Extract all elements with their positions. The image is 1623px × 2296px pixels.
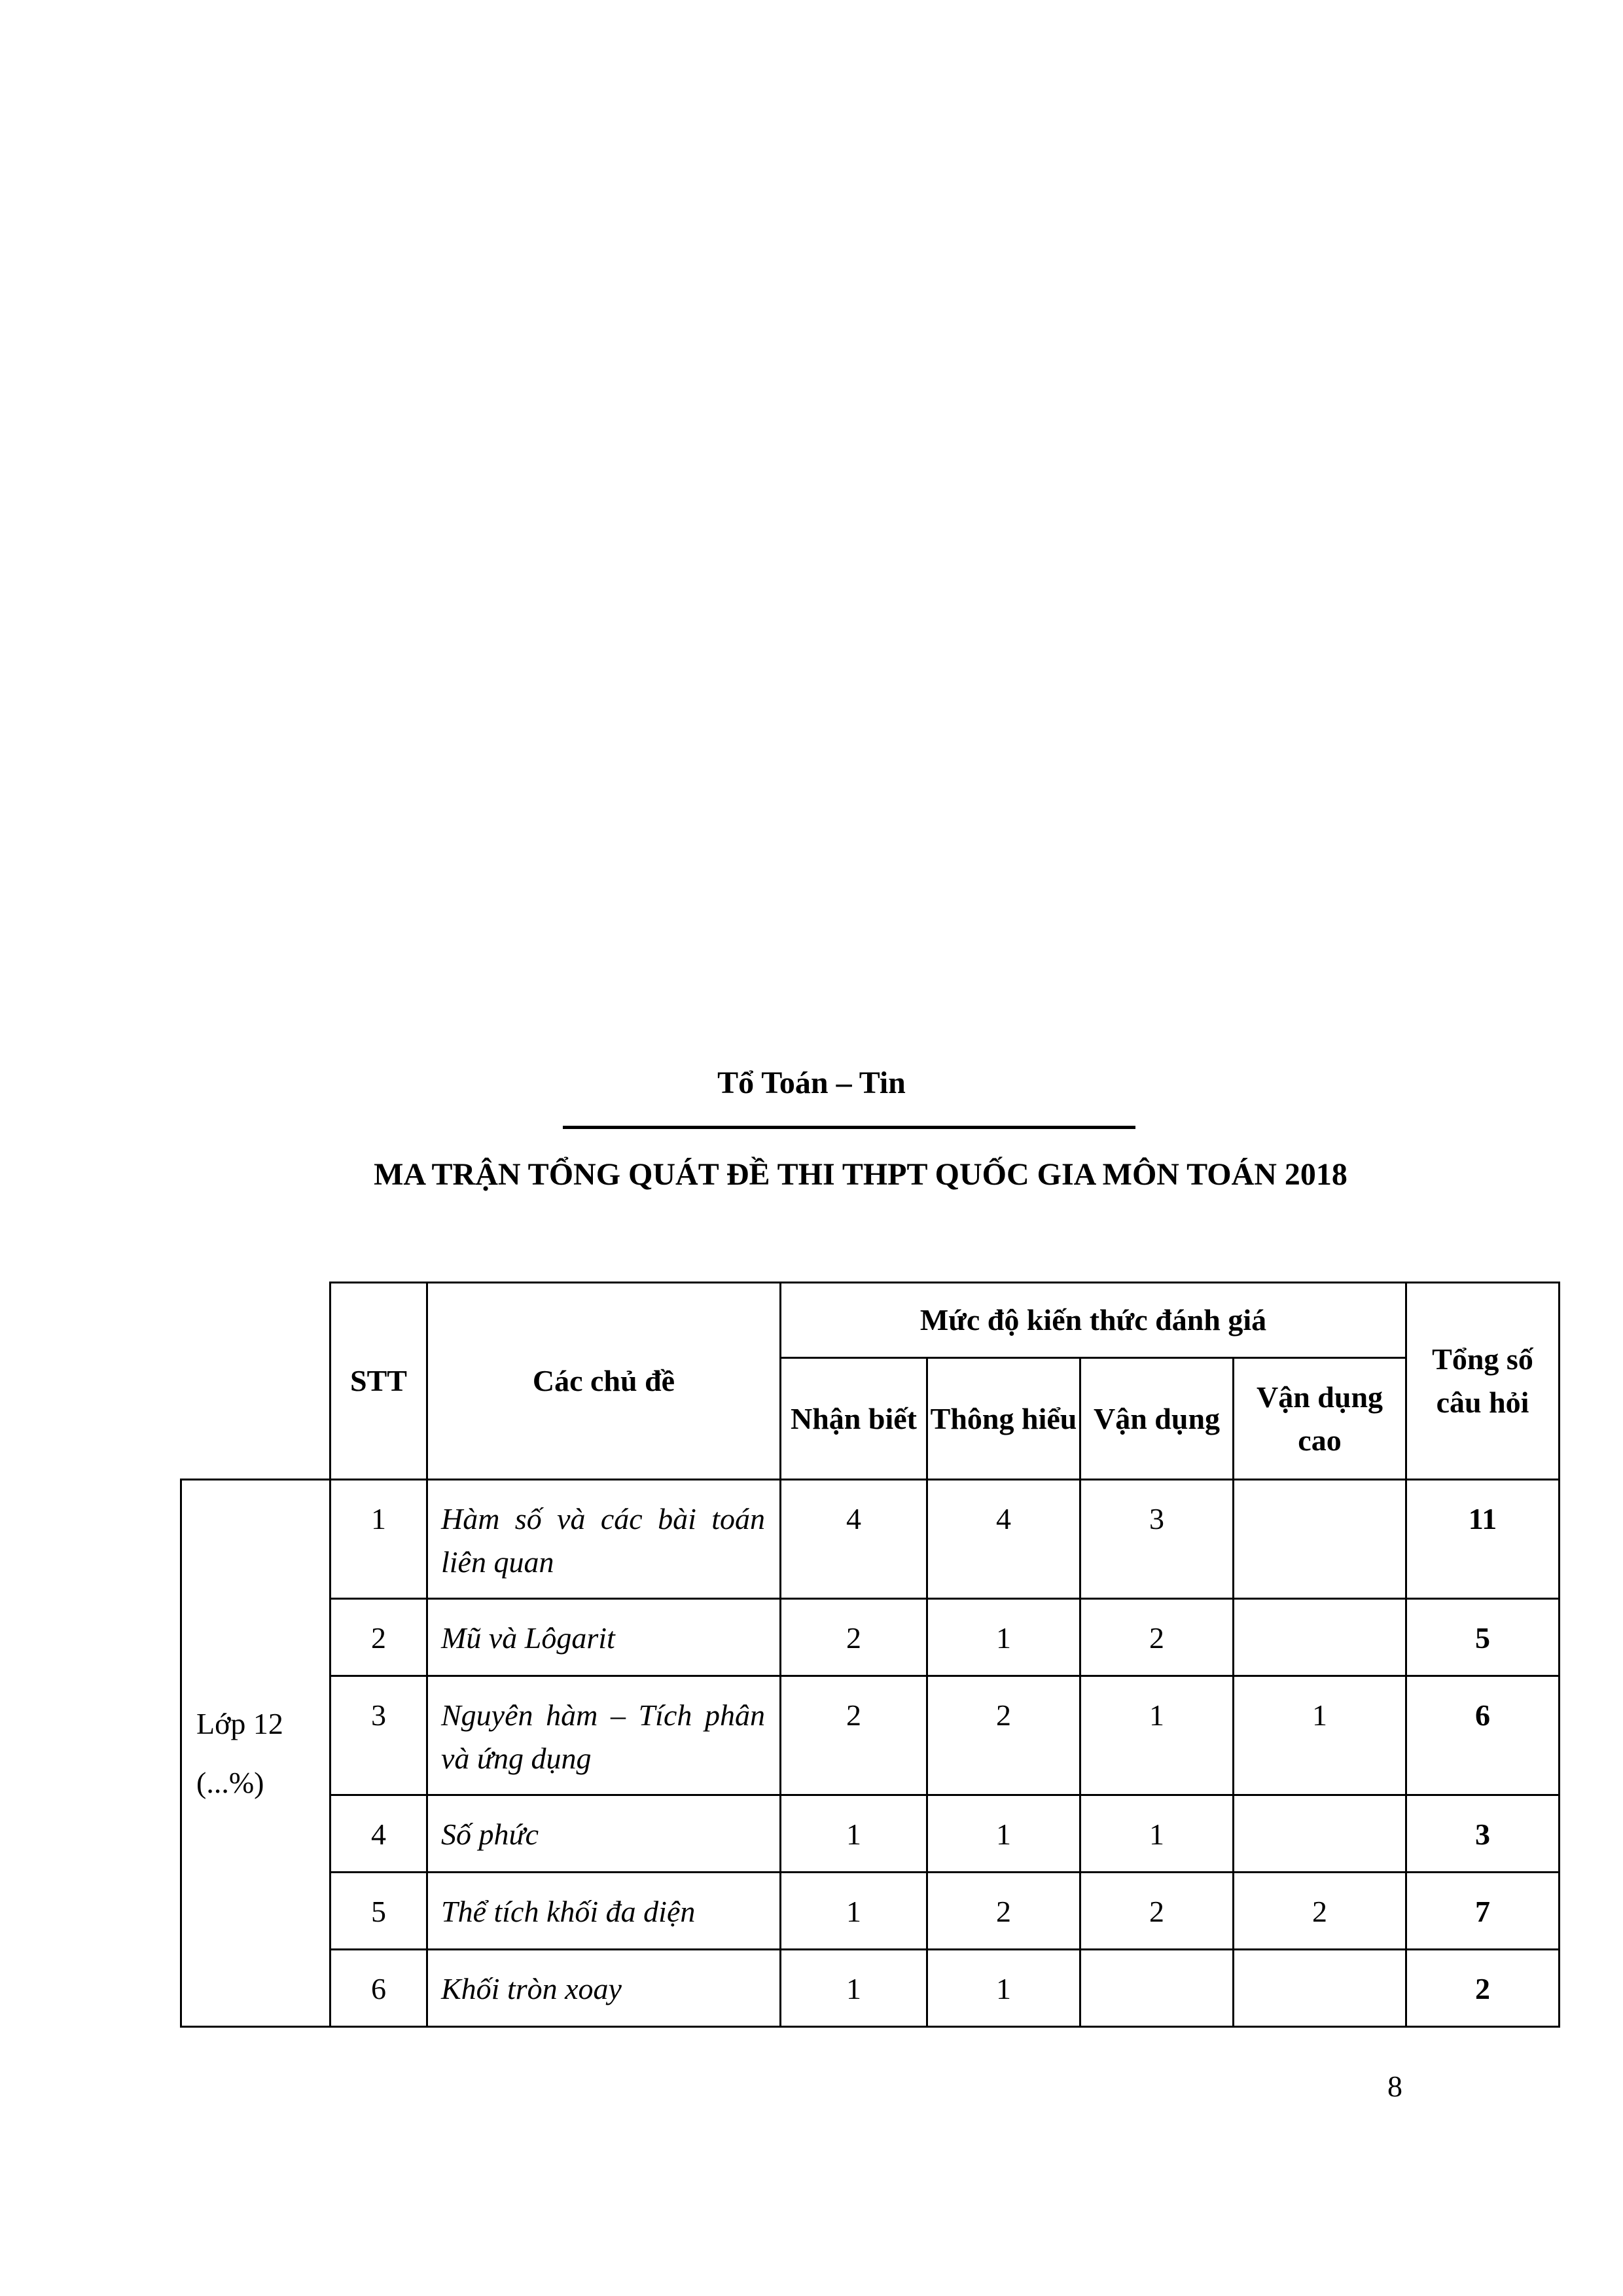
- row-stt: 5: [330, 1873, 427, 1950]
- row-van-dung-cao: [1234, 1480, 1406, 1599]
- row-stt: 1: [330, 1480, 427, 1599]
- row-topic: Thể tích khối đa diện: [427, 1873, 781, 1950]
- exam-matrix-table: [180, 1282, 1560, 2028]
- row-van-dung: 2: [1080, 1873, 1234, 1950]
- header-blank-cell: [181, 1283, 330, 1480]
- row-topic: Mũ và Lôgarit: [427, 1599, 781, 1676]
- header-total: Tổng số câu hỏi: [1406, 1283, 1560, 1480]
- grade-label: [181, 1480, 330, 2027]
- row-thong-hieu: 1: [927, 1950, 1080, 2027]
- table-row: [181, 1599, 1560, 1676]
- row-total: 2: [1406, 1950, 1560, 2027]
- row-nhan-biet: 2: [781, 1599, 927, 1676]
- header-level-nhan-biet: Nhận biết: [781, 1358, 927, 1480]
- header-level-van-dung: Vận dụng: [1080, 1358, 1234, 1480]
- row-thong-hieu: 1: [927, 1599, 1080, 1676]
- row-van-dung: 1: [1080, 1795, 1234, 1873]
- row-nhan-biet: 4: [781, 1480, 927, 1599]
- table-row: [181, 1873, 1560, 1950]
- row-van-dung-cao: 1: [1234, 1676, 1406, 1795]
- row-van-dung: [1080, 1950, 1234, 2027]
- table-row: [181, 1676, 1560, 1795]
- table-row: [181, 1795, 1560, 1873]
- row-topic: Hàm số và các bài toán liên quan: [427, 1480, 781, 1599]
- department-heading: Tổ Toán – Tin: [717, 1066, 906, 1100]
- header-levels-group: Mức độ kiến thức đánh giá: [781, 1283, 1406, 1358]
- row-total: 5: [1406, 1599, 1560, 1676]
- document-title: MA TRẬN TỔNG QUÁT ĐỀ THI THPT QUỐC GIA MÔN TOÁN 2018: [374, 1157, 1347, 1192]
- header-level-van-dung-cao: Vận dụng cao: [1234, 1358, 1406, 1480]
- row-nhan-biet: 1: [781, 1795, 927, 1873]
- row-van-dung: 2: [1080, 1599, 1234, 1676]
- header-topics: Các chủ đề: [427, 1283, 781, 1480]
- row-total: 7: [1406, 1873, 1560, 1950]
- row-total: 6: [1406, 1676, 1560, 1795]
- row-topic: Nguyên hàm – Tích phân và ứng dụng: [427, 1676, 781, 1795]
- row-van-dung-cao: [1234, 1795, 1406, 1873]
- row-total: 3: [1406, 1795, 1560, 1873]
- row-van-dung: 1: [1080, 1676, 1234, 1795]
- row-topic: Khối tròn xoay: [427, 1950, 781, 2027]
- grade-label-line1: Lớp 12: [196, 1706, 283, 1740]
- row-thong-hieu: 2: [927, 1873, 1080, 1950]
- table-row: [181, 1480, 1560, 1599]
- row-nhan-biet: 2: [781, 1676, 927, 1795]
- heading-underline: [563, 1126, 1135, 1129]
- row-total: 11: [1406, 1480, 1560, 1599]
- row-stt: 3: [330, 1676, 427, 1795]
- row-van-dung: 3: [1080, 1480, 1234, 1599]
- header-level-thong-hieu: Thông hiểu: [927, 1358, 1080, 1480]
- table-row: [181, 1950, 1560, 2027]
- row-thong-hieu: 4: [927, 1480, 1080, 1599]
- row-stt: 6: [330, 1950, 427, 2027]
- page-number: 8: [1387, 2070, 1402, 2103]
- header-stt: STT: [330, 1283, 427, 1480]
- row-van-dung-cao: [1234, 1950, 1406, 2027]
- row-stt: 2: [330, 1599, 427, 1676]
- row-nhan-biet: 1: [781, 1950, 927, 2027]
- grade-label-line2: (...%): [196, 1765, 264, 1799]
- row-topic: Số phức: [427, 1795, 781, 1873]
- row-nhan-biet: 1: [781, 1873, 927, 1950]
- row-thong-hieu: 1: [927, 1795, 1080, 1873]
- row-stt: 4: [330, 1795, 427, 1873]
- row-thong-hieu: 2: [927, 1676, 1080, 1795]
- row-van-dung-cao: 2: [1234, 1873, 1406, 1950]
- row-van-dung-cao: [1234, 1599, 1406, 1676]
